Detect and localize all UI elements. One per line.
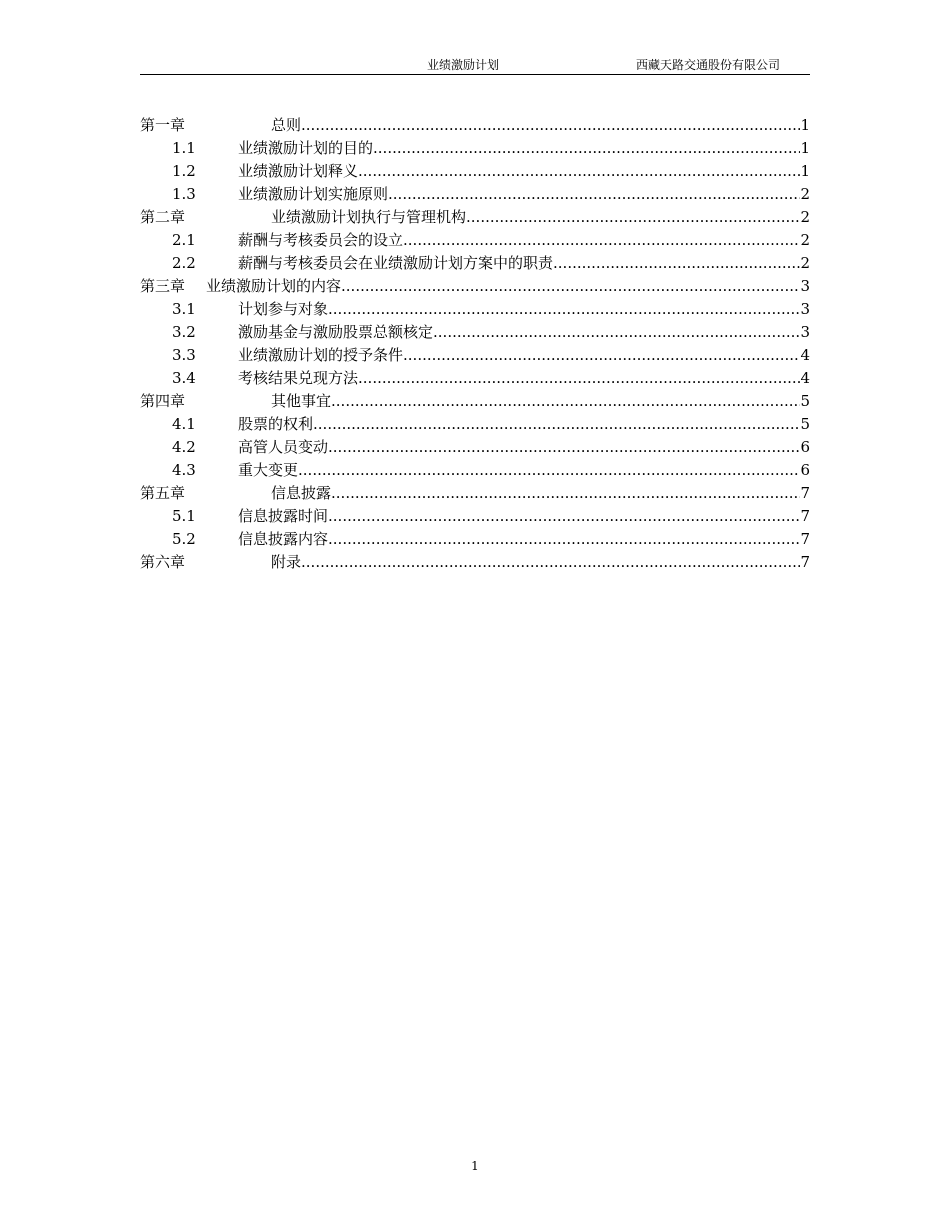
toc-dot-leader	[313, 413, 800, 436]
toc-entry-line	[238, 528, 810, 551]
toc-entry-title[interactable]: 计划参与对象	[238, 300, 329, 318]
toc-entry-number: 第四章	[140, 392, 186, 410]
toc-entry-title[interactable]: 业绩激励计划的授予条件	[238, 346, 404, 364]
toc-entry-title[interactable]: 重大变更	[238, 461, 299, 479]
toc-entry-page: 5	[800, 392, 810, 410]
toc-entry-line	[238, 436, 810, 459]
toc-entry-page: 6	[800, 438, 810, 456]
toc-entry-number: 4.1	[172, 415, 196, 433]
toc-dot-leader	[328, 436, 800, 459]
toc-section-entry[interactable]	[140, 344, 810, 367]
toc-entry-title[interactable]: 总则	[271, 116, 302, 134]
toc-section-entry[interactable]	[140, 528, 810, 551]
toc-entry-title[interactable]: 业绩激励计划实施原则	[238, 185, 389, 203]
toc-entry-page: 1	[800, 116, 810, 134]
toc-entry-title[interactable]: 薪酬与考核委员会在业绩激励计划方案中的职责	[238, 254, 554, 272]
toc-entry-title[interactable]: 信息披露内容	[238, 530, 329, 548]
toc-section-entry[interactable]	[140, 137, 810, 160]
toc-entry-page: 7	[800, 484, 810, 502]
toc-dot-leader	[331, 390, 800, 413]
toc-dot-leader	[403, 344, 800, 367]
toc-dot-leader	[301, 551, 800, 574]
toc-dot-leader	[388, 183, 800, 206]
toc-entry-title[interactable]: 信息披露	[271, 484, 332, 502]
table-of-contents	[140, 114, 810, 574]
toc-entry-title[interactable]: 业绩激励计划的目的	[238, 139, 374, 157]
toc-entry-line	[238, 413, 810, 436]
toc-entry-page: 1	[800, 139, 810, 157]
toc-dot-leader	[403, 229, 800, 252]
toc-entry-page: 6	[800, 461, 810, 479]
toc-entry-line	[238, 321, 810, 344]
toc-entry-page: 4	[800, 346, 810, 364]
toc-dot-leader	[328, 528, 800, 551]
toc-entry-page: 7	[800, 530, 810, 548]
toc-entry-title[interactable]: 业绩激励计划的内容	[206, 277, 342, 295]
toc-entry-title[interactable]: 附录	[271, 553, 302, 571]
header-title: 业绩激励计划	[427, 58, 500, 72]
toc-entry-title[interactable]: 业绩激励计划执行与管理机构	[271, 208, 467, 226]
toc-dot-leader	[328, 298, 800, 321]
toc-dot-leader	[328, 505, 800, 528]
toc-entry-line	[238, 367, 810, 390]
toc-entry-title[interactable]: 股票的权利	[238, 415, 314, 433]
toc-entry-line	[238, 252, 810, 275]
toc-entry-page: 2	[800, 254, 810, 272]
toc-entry-line	[271, 551, 810, 574]
toc-entry-number: 第二章	[140, 208, 186, 226]
toc-entry-number: 4.2	[172, 438, 196, 456]
toc-section-entry[interactable]	[140, 252, 810, 275]
toc-dot-leader	[358, 367, 800, 390]
toc-section-entry[interactable]	[140, 321, 810, 344]
toc-section-entry[interactable]	[140, 367, 810, 390]
toc-entry-page: 2	[800, 185, 810, 203]
toc-entry-number: 2.2	[172, 254, 196, 272]
page-number: 1	[471, 1159, 479, 1173]
toc-entry-number: 第五章	[140, 484, 186, 502]
toc-section-entry[interactable]	[140, 229, 810, 252]
toc-entry-page: 1	[800, 162, 810, 180]
toc-entry-number: 第一章	[140, 116, 186, 134]
toc-entry-title[interactable]: 考核结果兑现方法	[238, 369, 359, 387]
toc-entry-number: 5.1	[172, 507, 196, 525]
toc-chapter-entry[interactable]	[140, 275, 810, 298]
toc-section-entry[interactable]	[140, 160, 810, 183]
toc-entry-number: 第六章	[140, 553, 186, 571]
toc-entry-number: 2.1	[172, 231, 196, 249]
toc-entry-line	[206, 275, 810, 298]
toc-dot-leader	[358, 160, 800, 183]
toc-entry-line	[238, 344, 810, 367]
toc-section-entry[interactable]	[140, 505, 810, 528]
toc-chapter-entry[interactable]	[140, 206, 810, 229]
toc-dot-leader	[433, 321, 800, 344]
page-header	[140, 56, 810, 75]
toc-entry-line	[238, 505, 810, 528]
toc-section-entry[interactable]	[140, 298, 810, 321]
toc-entry-page: 3	[800, 300, 810, 318]
toc-entry-line	[238, 459, 810, 482]
toc-entry-number: 3.4	[172, 369, 196, 387]
toc-entry-line	[271, 390, 810, 413]
toc-entry-line	[238, 160, 810, 183]
toc-entry-number: 第三章	[140, 277, 186, 295]
toc-entry-page: 7	[800, 553, 810, 571]
toc-entry-number: 3.1	[172, 300, 196, 318]
toc-entry-title[interactable]: 其他事宜	[271, 392, 332, 410]
toc-section-entry[interactable]	[140, 413, 810, 436]
toc-entry-page: 4	[800, 369, 810, 387]
toc-entry-number: 5.2	[172, 530, 196, 548]
toc-dot-leader	[331, 482, 800, 505]
toc-entry-number: 1.3	[172, 185, 196, 203]
toc-entry-number: 3.3	[172, 346, 196, 364]
toc-entry-page: 7	[800, 507, 810, 525]
toc-entry-page: 2	[800, 231, 810, 249]
toc-dot-leader	[341, 275, 800, 298]
toc-entry-title[interactable]: 薪酬与考核委员会的设立	[238, 231, 404, 249]
toc-entry-line	[238, 229, 810, 252]
toc-dot-leader	[301, 114, 800, 137]
toc-entry-line	[238, 298, 810, 321]
toc-entry-line	[238, 137, 810, 160]
toc-entry-title[interactable]: 激励基金与激励股票总额核定	[238, 323, 434, 341]
toc-entry-number: 3.2	[172, 323, 196, 341]
toc-entry-number: 1.2	[172, 162, 196, 180]
toc-entry-page: 5	[800, 415, 810, 433]
toc-dot-leader	[466, 206, 800, 229]
toc-dot-leader	[373, 137, 800, 160]
toc-section-entry[interactable]	[140, 436, 810, 459]
toc-section-entry[interactable]	[140, 459, 810, 482]
toc-entry-title[interactable]: 高管人员变动	[238, 438, 329, 456]
toc-entry-page: 3	[800, 323, 810, 341]
toc-entry-line	[238, 183, 810, 206]
toc-entry-page: 2	[800, 208, 810, 226]
toc-entry-page: 3	[800, 277, 810, 295]
toc-section-entry[interactable]	[140, 183, 810, 206]
toc-entry-line	[271, 206, 810, 229]
toc-entry-number: 4.3	[172, 461, 196, 479]
toc-chapter-entry[interactable]	[140, 390, 810, 413]
toc-entry-line	[271, 482, 810, 505]
toc-dot-leader	[553, 252, 800, 275]
toc-entry-line	[271, 114, 810, 137]
toc-chapter-entry[interactable]	[140, 114, 810, 137]
toc-dot-leader	[298, 459, 800, 482]
header-company: 西藏天路交通股份有限公司	[635, 58, 780, 72]
toc-entry-number: 1.1	[172, 139, 196, 157]
toc-chapter-entry[interactable]	[140, 551, 810, 574]
toc-chapter-entry[interactable]	[140, 482, 810, 505]
toc-entry-title[interactable]: 业绩激励计划释义	[238, 162, 359, 180]
toc-entry-title[interactable]: 信息披露时间	[238, 507, 329, 525]
